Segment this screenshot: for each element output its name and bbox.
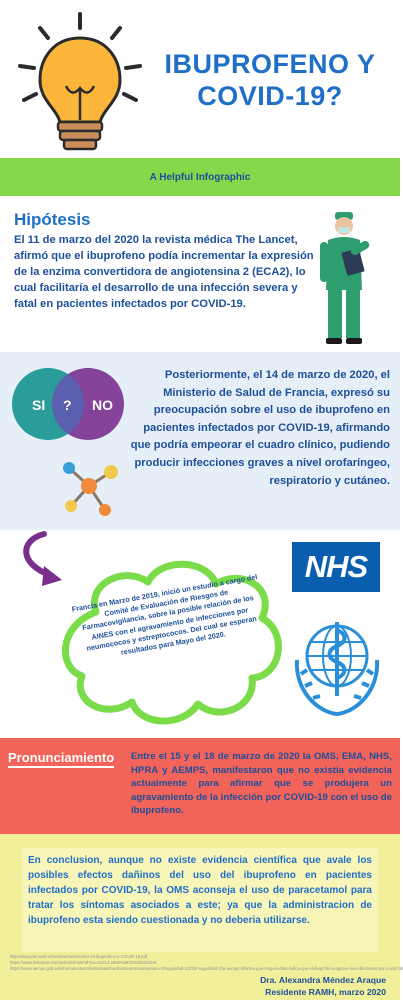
molecule-icon	[55, 450, 125, 522]
reference-link[interactable]: https://www.thelancet.com/action/showPdf?pii=S2213-2600%2820%2930116-8	[10, 959, 157, 965]
header	[0, 0, 400, 158]
venn-label-no: NO	[92, 397, 113, 413]
estudio-section	[0, 530, 400, 738]
venn-diagram	[8, 364, 128, 444]
page-title	[145, 48, 395, 112]
pronunciamiento-text: Entre el 15 y el 18 de marzo de 2020 la OMS, EMA, NHS, HPRA y AEMPS, manifestaron que no existía evidencia actualmente para afirmar que se produjera un agravamiento de la infección por COVID-19 con el uso de ibuprofeno.	[131, 751, 392, 816]
conclusion-section	[0, 834, 403, 1000]
subtitle-banner	[0, 158, 400, 196]
nhs-logo-text: NHS	[304, 549, 368, 584]
reference-link[interactable]: https://www.aemps.gob.es/informa/notasInformativas/medicamentosUsoHumano-3/seguridad-1/2020-seguridad-1/la-aemps-informa-que-ninguin-dato-indica-que-el-ibuprofeno-agrave-las-infecciones-por-covid-19/	[10, 965, 403, 971]
hipotesis-section	[0, 196, 400, 352]
francia-text: Posteriormente, el 14 de marzo de 2020, el Ministerio de Salud de Francia, expresó su preocupación sobre el uso de ibuprofeno en pacientes infectados por COVID-19, afirmando que podría empeorar el cuadro clínico, pudiendo producir infecciones graves a nivel orofaríngeo, respiratorio y cutáneo.	[130, 369, 390, 487]
author-role: Residente RAMH, marzo 2020	[265, 987, 386, 997]
hipotesis-text: El 11 de marzo del 2020 la revista médica The Lancet, afirmó que el ibuprofeno podía incrementar la expresión de la enzima convertidora de angiotensina 2 (ECA2), lo cual facilitaría el desarrollo de una infección severa y fatal en pacientes infectados por COVID-19.	[14, 234, 314, 310]
reference-link[interactable]: http://www.pmr.web.vn/vi/documents/covid-19-ibuprofeno-y-COVID-19.pdf	[10, 954, 148, 959]
banner-text: A Helpful Infographic	[149, 171, 251, 183]
venn-label-si: SI	[32, 397, 46, 413]
pronunciamiento-heading: Pronunciamiento	[8, 750, 114, 768]
francia-section	[0, 352, 400, 530]
references-list	[10, 954, 403, 971]
cloud-text: Francia en Marzo de 2019, inició un estudio a cargo del Comité de Evaluación de Riesgos de Farmacovigilancia, sobre la posible relación de los AINES con el agravamiento de infecciones por neumococos y estreptococos. Del cual se esperan resultados para Mayo del 2020.	[71, 572, 258, 657]
lightbulb-icon	[10, 8, 150, 158]
nhs-logo	[292, 542, 380, 592]
author-name: Dra. Alexandra Méndez Araque	[260, 975, 386, 985]
venn-label-question: ?	[63, 397, 72, 413]
doctor-icon	[314, 210, 374, 348]
hipotesis-heading: Hipótesis	[14, 210, 91, 229]
pronunciamiento-section	[0, 738, 400, 834]
conclusion-text: En conclusion, aunque no existe evidencia científica que avale los posibles efectos dañinos del uso del ibuprofeno en pacientes infectados por COVID-19, la OMS aconseja el uso de paracetamol para tratar los síntomas asociados a este; ya que la administracion de ibuprofeno esta siendo cuestionada y no deberia utilizarse.	[28, 855, 372, 926]
conclusion-box	[22, 848, 378, 952]
author-credit	[260, 974, 386, 998]
who-logo	[287, 600, 387, 728]
title-line-2: COVID-19?	[197, 81, 343, 111]
title-line-1: IBUPROFENO Y	[164, 49, 376, 79]
